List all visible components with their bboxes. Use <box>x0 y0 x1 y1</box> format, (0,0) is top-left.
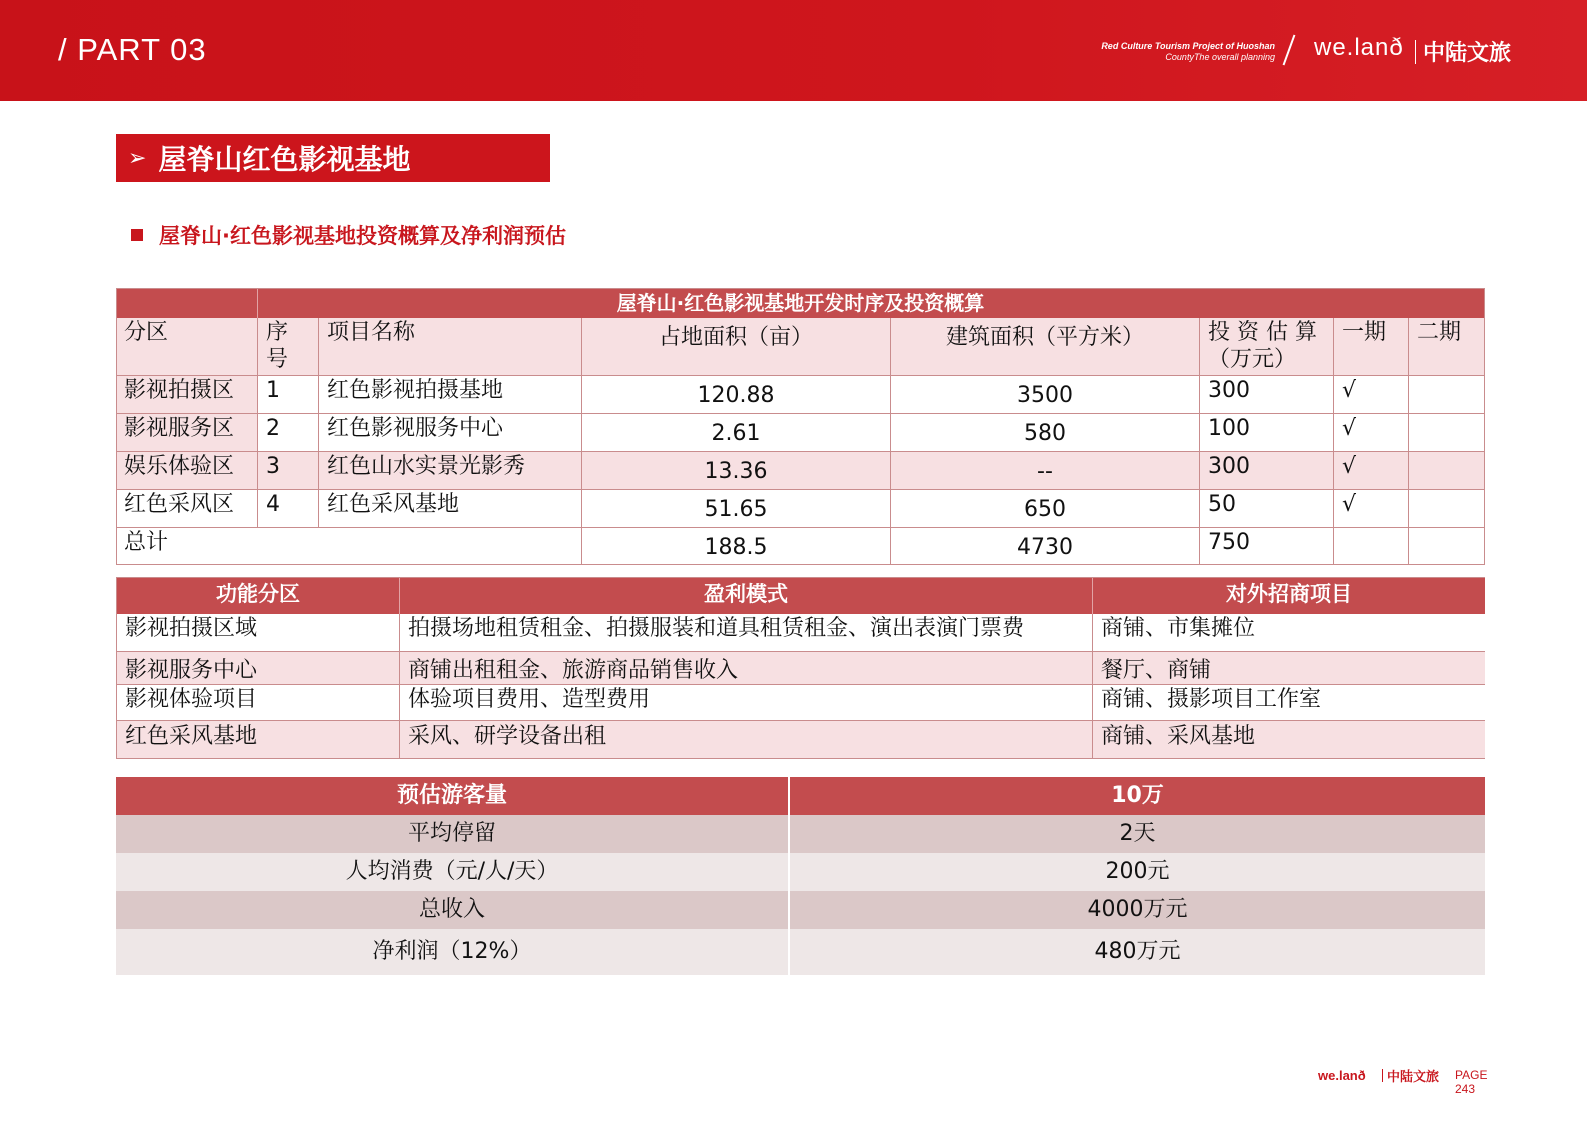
header-function-zone: 功能分区 <box>117 578 400 614</box>
table-row-phase1: √ <box>1334 452 1409 490</box>
header-phase2: 二期 <box>1409 318 1485 376</box>
table-row-profit: 体验项目费用、造型费用 <box>400 685 1093 721</box>
total-revenue-label: 总收入 <box>418 897 485 922</box>
table-row-projects: 商铺、市集摊位 <box>1093 614 1485 652</box>
header-phase1: 一期 <box>1334 318 1409 376</box>
page-number <box>1455 1068 1487 1096</box>
header-bar <box>0 0 1587 101</box>
table-row-zone: 娱乐体验区 <box>116 452 258 490</box>
arrow-right-icon: ➢ <box>128 145 147 171</box>
total-label: 总计 <box>116 528 582 565</box>
table-row-no: 2 <box>258 414 319 452</box>
investment-table-caption: 屋脊山·红色影视基地开发时序及投资概算 <box>116 288 1485 318</box>
total-revenue-value: 4000万元 <box>788 891 1485 929</box>
table-row-phase2 <box>1409 414 1485 452</box>
table-row-land: 51.65 <box>582 490 891 528</box>
estimate-header-row <box>116 777 1485 815</box>
table-row-land: 120.88 <box>582 376 891 414</box>
part-label: / PART 03 <box>58 32 207 67</box>
table-row-phase1: √ <box>1334 490 1409 528</box>
visitor-volume-value: 10万 <box>788 777 1485 815</box>
project-english-line2: CountyThe overall planning <box>1165 52 1275 62</box>
net-profit-label: 净利润（12%） <box>372 939 532 964</box>
brand-cn-logo: 中陆文旅 <box>1423 41 1512 66</box>
total-phase2 <box>1409 528 1485 565</box>
table-row-name: 红色影视服务中心 <box>319 414 582 452</box>
table-row-invest: 50 <box>1200 490 1334 528</box>
table-row-invest: 100 <box>1200 414 1334 452</box>
project-english-title <box>1101 41 1275 63</box>
table-row-phase1: √ <box>1334 414 1409 452</box>
header-slash-divider <box>1283 35 1296 66</box>
page-no: 243 <box>1455 1082 1476 1096</box>
table-row-land: 13.36 <box>582 452 891 490</box>
table-row <box>116 815 1485 853</box>
avg-stay-label: 平均停留 <box>407 821 496 846</box>
footer-logo-separator <box>1382 1069 1383 1082</box>
table-row-zone: 红色采风区 <box>116 490 258 528</box>
table-row-phase2 <box>1409 452 1485 490</box>
table-row-invest: 300 <box>1200 376 1334 414</box>
per-capita-spend-label: 人均消费（元/人/天） <box>345 859 559 884</box>
header-investment <box>1200 318 1334 376</box>
table-row-name: 红色山水实景光影秀 <box>319 452 582 490</box>
header-land-area: 占地面积（亩） <box>582 318 891 376</box>
table-row-build: -- <box>891 452 1200 490</box>
header-investment-line2: （万元） <box>1208 347 1297 372</box>
total-phase1 <box>1334 528 1409 565</box>
table-row-phase2 <box>1409 376 1485 414</box>
table-row-zone: 影视服务中心 <box>117 652 400 685</box>
table-row-zone: 影视体验项目 <box>117 685 400 721</box>
table-row-no: 3 <box>258 452 319 490</box>
header-name: 项目名称 <box>319 318 582 376</box>
visitor-volume-label: 预估游客量 <box>116 777 788 815</box>
table-row-zone: 影视服务区 <box>116 414 258 452</box>
project-english-line1: Red Culture Tourism Project of Huoshan <box>1101 41 1275 51</box>
header-investment-projects: 对外招商项目 <box>1093 578 1485 614</box>
footer-brand-cn: 中陆文旅 <box>1387 1070 1440 1085</box>
header-building-area: 建筑面积（平方米） <box>891 318 1200 376</box>
table-row-build: 580 <box>891 414 1200 452</box>
table-row-projects: 商铺、摄影项目工作室 <box>1093 685 1485 721</box>
table-row-build: 3500 <box>891 376 1200 414</box>
investment-table <box>116 288 1485 565</box>
table-row-phase1: √ <box>1334 376 1409 414</box>
table-row-zone: 影视拍摄区 <box>116 376 258 414</box>
per-capita-spend-value: 200元 <box>788 853 1485 891</box>
table-row <box>116 853 1485 891</box>
header-no-line1: 序 <box>266 320 289 345</box>
header-zone: 分区 <box>116 318 258 376</box>
subtitle-text: 屋脊山·红色影视基地投资概算及净利润预估 <box>159 224 566 248</box>
revenue-estimate-table <box>116 777 1485 975</box>
table-row-build: 650 <box>891 490 1200 528</box>
header-investment-line1: 投 资 估 算 <box>1208 320 1317 345</box>
section-title: 屋脊山红色影视基地 <box>158 143 411 176</box>
table-row-land: 2.61 <box>582 414 891 452</box>
profit-model-table <box>116 577 1485 759</box>
avg-stay-value: 2天 <box>788 815 1485 853</box>
table-row <box>116 929 1485 975</box>
table-row-zone: 影视拍摄区域 <box>117 614 400 652</box>
logo-separator <box>1415 40 1416 64</box>
caption-stub <box>116 288 258 318</box>
header-no-line2: 号 <box>266 347 289 372</box>
total-land: 188.5 <box>582 528 891 565</box>
table-row-invest: 300 <box>1200 452 1334 490</box>
square-bullet-icon <box>131 229 143 241</box>
footer-weland-logo: we.lanð <box>1318 1068 1366 1083</box>
table-row-profit: 采风、研学设备出租 <box>400 721 1093 758</box>
table-row-name: 红色采风基地 <box>319 490 582 528</box>
header-profit-model: 盈利模式 <box>400 578 1093 614</box>
weland-logo: we.lanð <box>1314 34 1404 61</box>
table-row-projects: 商铺、采风基地 <box>1093 721 1485 758</box>
total-invest: 750 <box>1200 528 1334 565</box>
header-no <box>258 318 319 376</box>
table-row <box>116 891 1485 929</box>
table-row-profit: 商铺出租租金、旅游商品销售收入 <box>400 652 1093 685</box>
table-row-profit: 拍摄场地租赁租金、拍摄服装和道具租赁租金、演出表演门票费 <box>400 614 1093 652</box>
table-row-projects: 餐厅、商铺 <box>1093 652 1485 685</box>
table-row-no: 1 <box>258 376 319 414</box>
table-row-name: 红色影视拍摄基地 <box>319 376 582 414</box>
net-profit-value: 480万元 <box>788 929 1485 975</box>
subtitle <box>131 220 566 250</box>
table-row-phase2 <box>1409 490 1485 528</box>
total-build: 4730 <box>891 528 1200 565</box>
table-row-no: 4 <box>258 490 319 528</box>
section-title-banner <box>116 134 550 182</box>
page-label: PAGE <box>1455 1068 1488 1082</box>
table-row-zone: 红色采风基地 <box>117 721 400 758</box>
